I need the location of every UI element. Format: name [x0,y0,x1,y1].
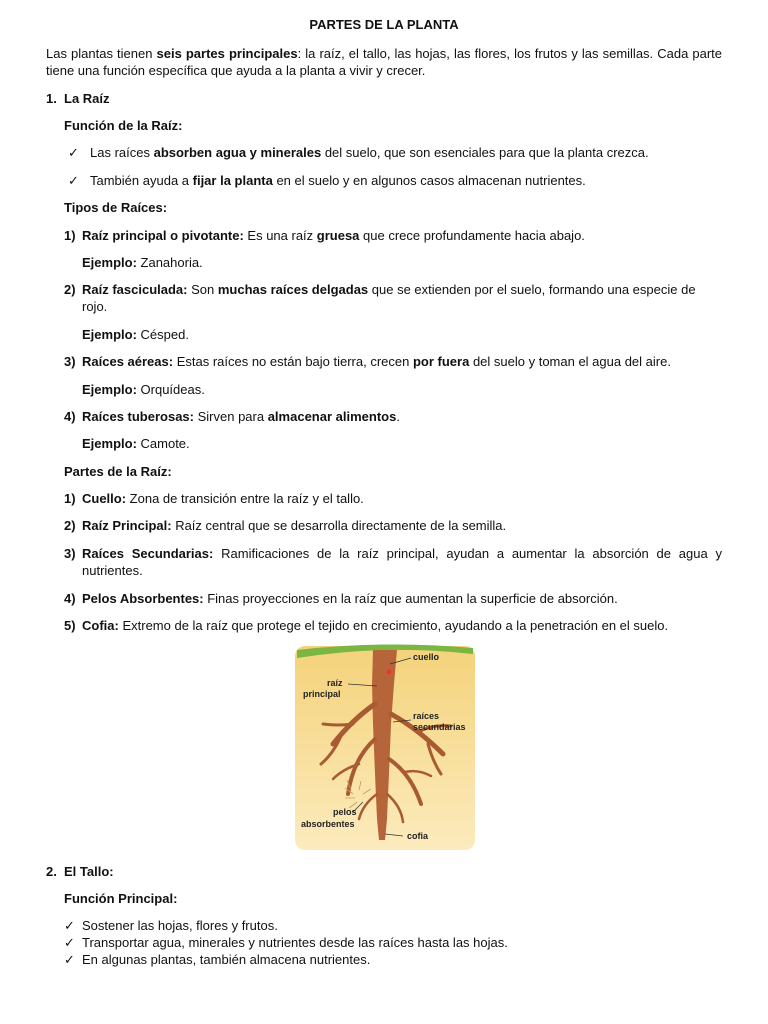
item-label: Pelos Absorbentes: [82,591,204,606]
ejemplo-value: Césped. [136,327,189,342]
ejemplo-line [82,381,205,398]
intro-text-2: : la raíz, el tallo, las hojas, las flores, los frutos y las semillas. Cada parte tiene una función específica que ayuda a la planta a vivir y crecer. [46,46,722,78]
item-bold: gruesa [316,228,360,243]
tipos-raices-heading: Tipos de Raíces: [64,200,168,215]
section-1-heading [46,90,110,107]
parte-item [64,617,722,634]
tipo-item [64,281,722,315]
check-item-text: También ayuda a [90,173,193,188]
item-label: Raíz Principal: [82,518,172,533]
item-text: Son [187,282,218,297]
section-title: El Tallo: [64,864,114,879]
label-principal: principal [303,689,341,699]
item-bold: almacenar alimentos [267,409,397,424]
check-item-bold: absorben agua y minerales [153,145,322,160]
item-number: 3) [64,354,76,369]
item-text-2: que se extienden por el suelo, formando una especie de rojo. [82,282,696,314]
item-number: 1) [64,228,76,243]
checkmark-icon: ✓ [64,918,75,933]
parte-item [64,590,722,607]
partes-raiz-heading: Partes de la Raíz: [64,464,172,479]
tallo-item-text: Transportar agua, minerales y nutrientes desde las raíces hasta las hojas. [82,935,508,950]
label-pelos: pelos [333,807,357,817]
item-number: 4) [64,409,76,424]
label-secundarias: secundarias [413,722,466,732]
checkmark-icon: ✓ [64,952,75,967]
item-bold: por fuera [412,354,470,369]
item-label: Cuello: [82,491,127,506]
item-number: 4) [64,591,76,606]
check-item-text: Las raíces [90,145,154,160]
item-text: Raíz central que se desarrolla directamente de la semilla. [171,518,507,533]
root-diagram [293,644,477,852]
check-item [68,172,718,189]
item-label: Raíces Secundarias: [82,546,214,561]
parte-item [64,517,722,534]
funcion-raiz-heading: Función de la Raíz: [64,118,183,133]
intro-text: Las plantas tienen [46,46,157,61]
item-bold: muchas raíces delgadas [217,282,369,297]
page-title: PARTES DE LA PLANTA [309,17,459,32]
ejemplo-label: Ejemplo: [82,327,137,342]
item-text: Estas raíces no están bajo tierra, crecen [173,354,413,369]
checkmark-icon: ✓ [68,173,79,188]
intro-paragraph [46,45,722,79]
tipo-item [64,408,722,425]
item-label: Raíces tuberosas: [82,409,194,424]
item-number: 5) [64,618,76,633]
tallo-item [64,917,278,934]
funcion-principal-heading: Función Principal: [64,891,178,906]
tallo-item [64,951,370,968]
parte-item [64,490,722,507]
ejemplo-line [82,435,190,452]
tallo-item [64,934,508,951]
label-cuello: cuello [413,652,440,662]
check-item [68,144,718,161]
ejemplo-label: Ejemplo: [82,436,137,451]
intro-bold: seis partes principales [156,46,298,61]
section-title: La Raíz [64,91,110,106]
item-label: Raíz principal o pivotante: [82,228,244,243]
checkmark-icon: ✓ [68,145,79,160]
check-item-text-2: del suelo, que son esenciales para que la planta crezca. [321,145,649,160]
item-text-2: que crece profundamente hacia abajo. [359,228,585,243]
item-number: 2) [64,518,76,533]
item-text-2: del suelo y toman el agua del aire. [469,354,671,369]
tipo-item [64,227,722,244]
item-text-2: . [396,409,400,424]
item-text: Finas proyecciones en la raíz que aumentan la superficie de absorción. [203,591,618,606]
ejemplo-line [82,254,203,271]
section-number: 2. [46,864,57,879]
ejemplo-value: Camote. [136,436,190,451]
checkmark-icon: ✓ [64,935,75,950]
item-label: Raíz fasciculada: [82,282,188,297]
item-text: Extremo de la raíz que protege el tejido en crecimiento, ayudando a la penetración en el suelo. [118,618,669,633]
section-2-heading [46,863,114,880]
item-text: Sirven para [194,409,268,424]
tallo-item-text: En algunas plantas, también almacena nutrientes. [82,952,371,967]
ejemplo-label: Ejemplo: [82,382,137,397]
parte-item [64,545,722,579]
check-item-text-2: en el suelo y en algunos casos almacenan nutrientes. [272,173,586,188]
item-text: Ramificaciones de la raíz principal, ayudan a aumentar la absorción de agua y nutrientes. [82,546,722,578]
ejemplo-value: Orquídeas. [136,382,205,397]
item-number: 3) [64,546,76,561]
ejemplo-label: Ejemplo: [82,255,137,270]
label-absorbentes: absorbentes [301,819,355,829]
check-item-bold: fijar la planta [192,173,273,188]
item-number: 1) [64,491,76,506]
item-number: 2) [64,282,76,297]
ejemplo-value: Zanahoria. [136,255,203,270]
ejemplo-line [82,326,189,343]
item-label: Raíces aéreas: [82,354,174,369]
item-text: Zona de transición entre la raíz y el tallo. [126,491,364,506]
tallo-item-text: Sostener las hojas, flores y frutos. [82,918,278,933]
item-text: Es una raíz [243,228,317,243]
tipo-item [64,353,722,370]
cuello-marker [387,670,392,675]
label-raices: raíces [413,711,440,721]
item-label: Cofia: [82,618,119,633]
label-cofia: cofia [407,831,429,841]
section-number: 1. [46,91,57,106]
label-raiz: raíz [327,678,343,688]
